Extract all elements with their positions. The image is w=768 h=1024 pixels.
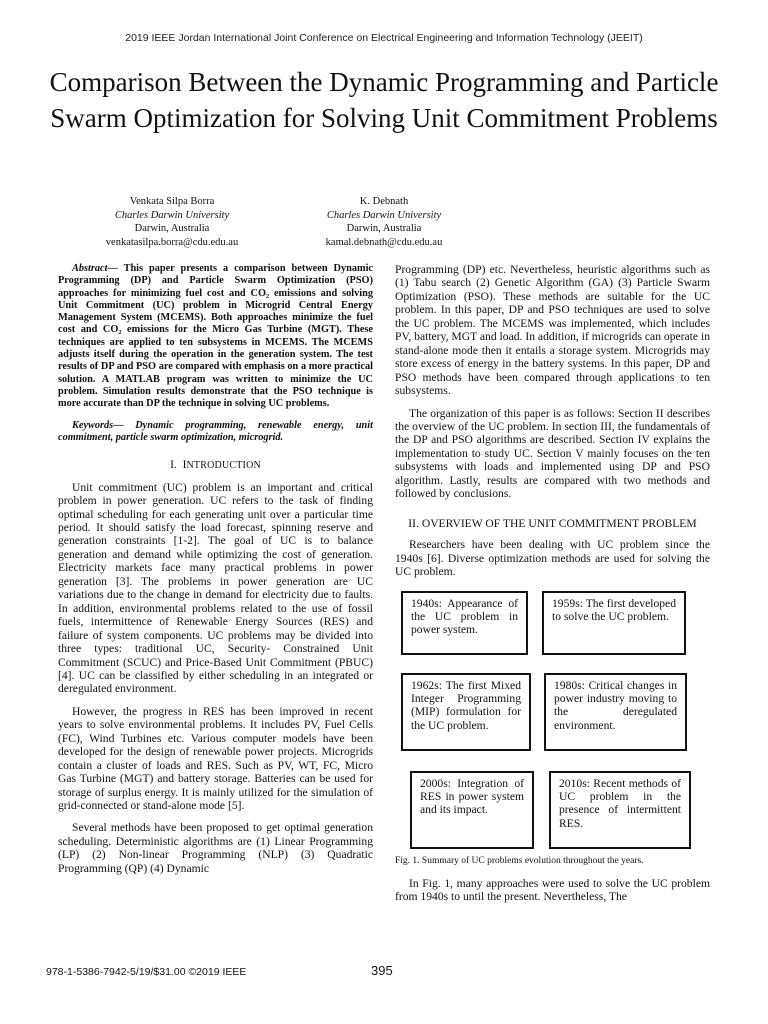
body-paragraph: In Fig. 1, many approaches were used to solve the UC problem from 1940s to until the present. Nevertheless, The — [395, 876, 710, 903]
uc-timeline-figure — [395, 591, 710, 849]
author-email[interactable]: kamal.debnath@cdu.edu.au — [325, 236, 443, 248]
author-location: Darwin, Australia — [134, 223, 210, 234]
section-number: I. — [170, 458, 177, 472]
timeline-box-2000s: 2000s: Integration of RES in power system and its impact. — [410, 771, 534, 849]
author-block-2 — [254, 195, 514, 249]
right-column — [395, 263, 710, 903]
body-paragraph: Unit commitment (UC) problem is an important and critical problem in power generation. UC refers to the task of finding optimal scheduling for each generating unit over a particular time period. It should satisfy the load forecast, spinning reserve and generation constraints [1-2]. The goal of UC is to balance generation and demand while optimizing the cost of generation. Electricity markets face many practical problems in power generation [3]. The problems in power generation are UC variations due to the change in demand for electricity due to faults. In addition, environmental problems related to the use of fossil fuels, intermittence of Renewable Energy Sources (RES) and failure of system components. UC problems may be divided into three types: traditional UC, Security- Constrained Unit Commitment (SCUC) and Price-Based Unit Commitment (PBUC) [4]. UC can be classified by either scheduling in an integrated or deregulated environment. — [58, 480, 373, 696]
timeline-box-1959s: 1959s: The first developed to solve the UC problem. — [542, 591, 686, 655]
author-affiliation: Charles Darwin University — [326, 209, 442, 221]
figure-caption: Fig. 1. Summary of UC problems evolution throughout the years. — [395, 855, 644, 866]
author-email[interactable]: venkatasilpa.borra@cdu.edu.au — [105, 236, 239, 248]
abstract — [58, 263, 373, 411]
abstract-lead: Abstract— — [72, 263, 118, 274]
body-paragraph: Several methods have been proposed to get optimal generation scheduling. Deterministic algorithms are (1) Linear Programming (LP) (2) Non-linear Programming (NLP) (3) Quadratic Programming (QP) (4) Dynamic — [58, 821, 373, 875]
timeline-box-1962s: 1962s: The first Mixed Integer Programming (MIP) formulation for the UC problem. — [401, 673, 531, 751]
body-paragraph: Programming (DP) etc. Nevertheless, heuristic algorithms such as (1) Tabu search (2) Genetic Algorithm (GA) (3) Particle Swarm Optimization (PSO). These methods are suitable for the UC problem. In this paper, DP and PSO techniques are used to solve the UC problem. The MCEMS was implemented, which includes PV, battery, MGT and load. In addition, if microgrids can operate in stand-alone mode then it entails a storage system. Microgrids may store excess of energy in the battery systems. In this paper, DP and PSO methods have been compared through applications to ten subsystems. — [395, 263, 710, 398]
body-paragraph: The organization of this paper is as follows: Section II describes the overview of the UC problem. In section III, the fundamentals of the DP and PSO algorithms are described. Section IV explains the implementation to study UC. Section V mainly focuses on the ten subsystems with loads and implemented using DP and PSO algorithm. Lastly, results are compared with two methods and followed by conclusions. — [395, 406, 710, 501]
author-name: Venkata Silpa Borra — [129, 196, 215, 207]
section-heading-overview: II. OVERVIEW OF THE UNIT COMMITMENT PROBLEM — [408, 516, 697, 530]
author-name: K. Debnath — [359, 196, 409, 207]
author-affiliation: Charles Darwin University — [114, 209, 230, 221]
timeline-box-1940s: 1940s: Appearance of the UC problem in power system. — [401, 591, 528, 655]
paper-title: Comparison Between the Dynamic Programming and Particle Swarm Optimization for Solving Unit Commitment Problems — [49, 67, 719, 133]
timeline-box-1980s: 1980s: Critical changes in power industry moving to the deregulated environment. — [544, 673, 687, 751]
section-heading-introduction — [58, 458, 373, 472]
section-title-rest: NTRODUCTION — [186, 460, 261, 472]
left-column — [58, 263, 373, 875]
page-number: 395 — [371, 963, 393, 978]
section-initial: I — [182, 458, 187, 472]
footer-isbn: 978-1-5386-7942-5/19/$31.00 ©2019 IEEE — [46, 966, 247, 978]
timeline-box-2010s: 2010s: Recent methods of UC problem in the presence of intermittent RES. — [549, 771, 691, 849]
body-paragraph: However, the progress in RES has been improved in recent years to solve environmental problems. It includes PV, Fuel Cells (FC), Wind Turbines etc. Various computer models have been developed for the design of renewable power projects. Microgrids contain a cluster of loads and RES. Such as PV, WT, FC, Micro Gas Turbine (MGT) and battery storage. Batteries can be used for storage of surplus energy. It is mainly utilized for the simulation of grid-connected or stand-alone mode [5]. — [58, 704, 373, 813]
body-paragraph: Researchers have been dealing with UC problem since the 1940s [6]. Diverse optimization methods are used for solving the UC problem. — [395, 538, 710, 579]
conference-header: 2019 IEEE Jordan International Joint Conference on Electrical Engineering and Information Technology (JEEIT) — [125, 32, 643, 44]
abstract-body: This paper presents a comparison between Dynamic Programming (DP) and Particle Swarm Optimization (PSO) approaches for minimizing fuel cost and CO₂ emissions and solving Unit Commitment (UC) problem in Microgrid Central Energy Management System (MCEMS). Both approaches minimize the fuel cost and CO₂ emissions for the Micro Gas Turbine (MGT). These techniques are applied to ten subsystems in MCEMS. The MCEMS adjusts itself during the operation in the generation system. The test results of DP and PSO are compared with emphasis on a more practical solution. A MATLAB program was written to minimize the UC problem. Simulation results demonstrate that the PSO technique is more accurate than DP the technique in solving UC problems. — [58, 263, 373, 410]
keywords: Keywords— Dynamic programming, renewable energy, unit commitment, particle swarm optimization, microgrid. — [58, 419, 373, 443]
author-location: Darwin, Australia — [346, 223, 422, 234]
